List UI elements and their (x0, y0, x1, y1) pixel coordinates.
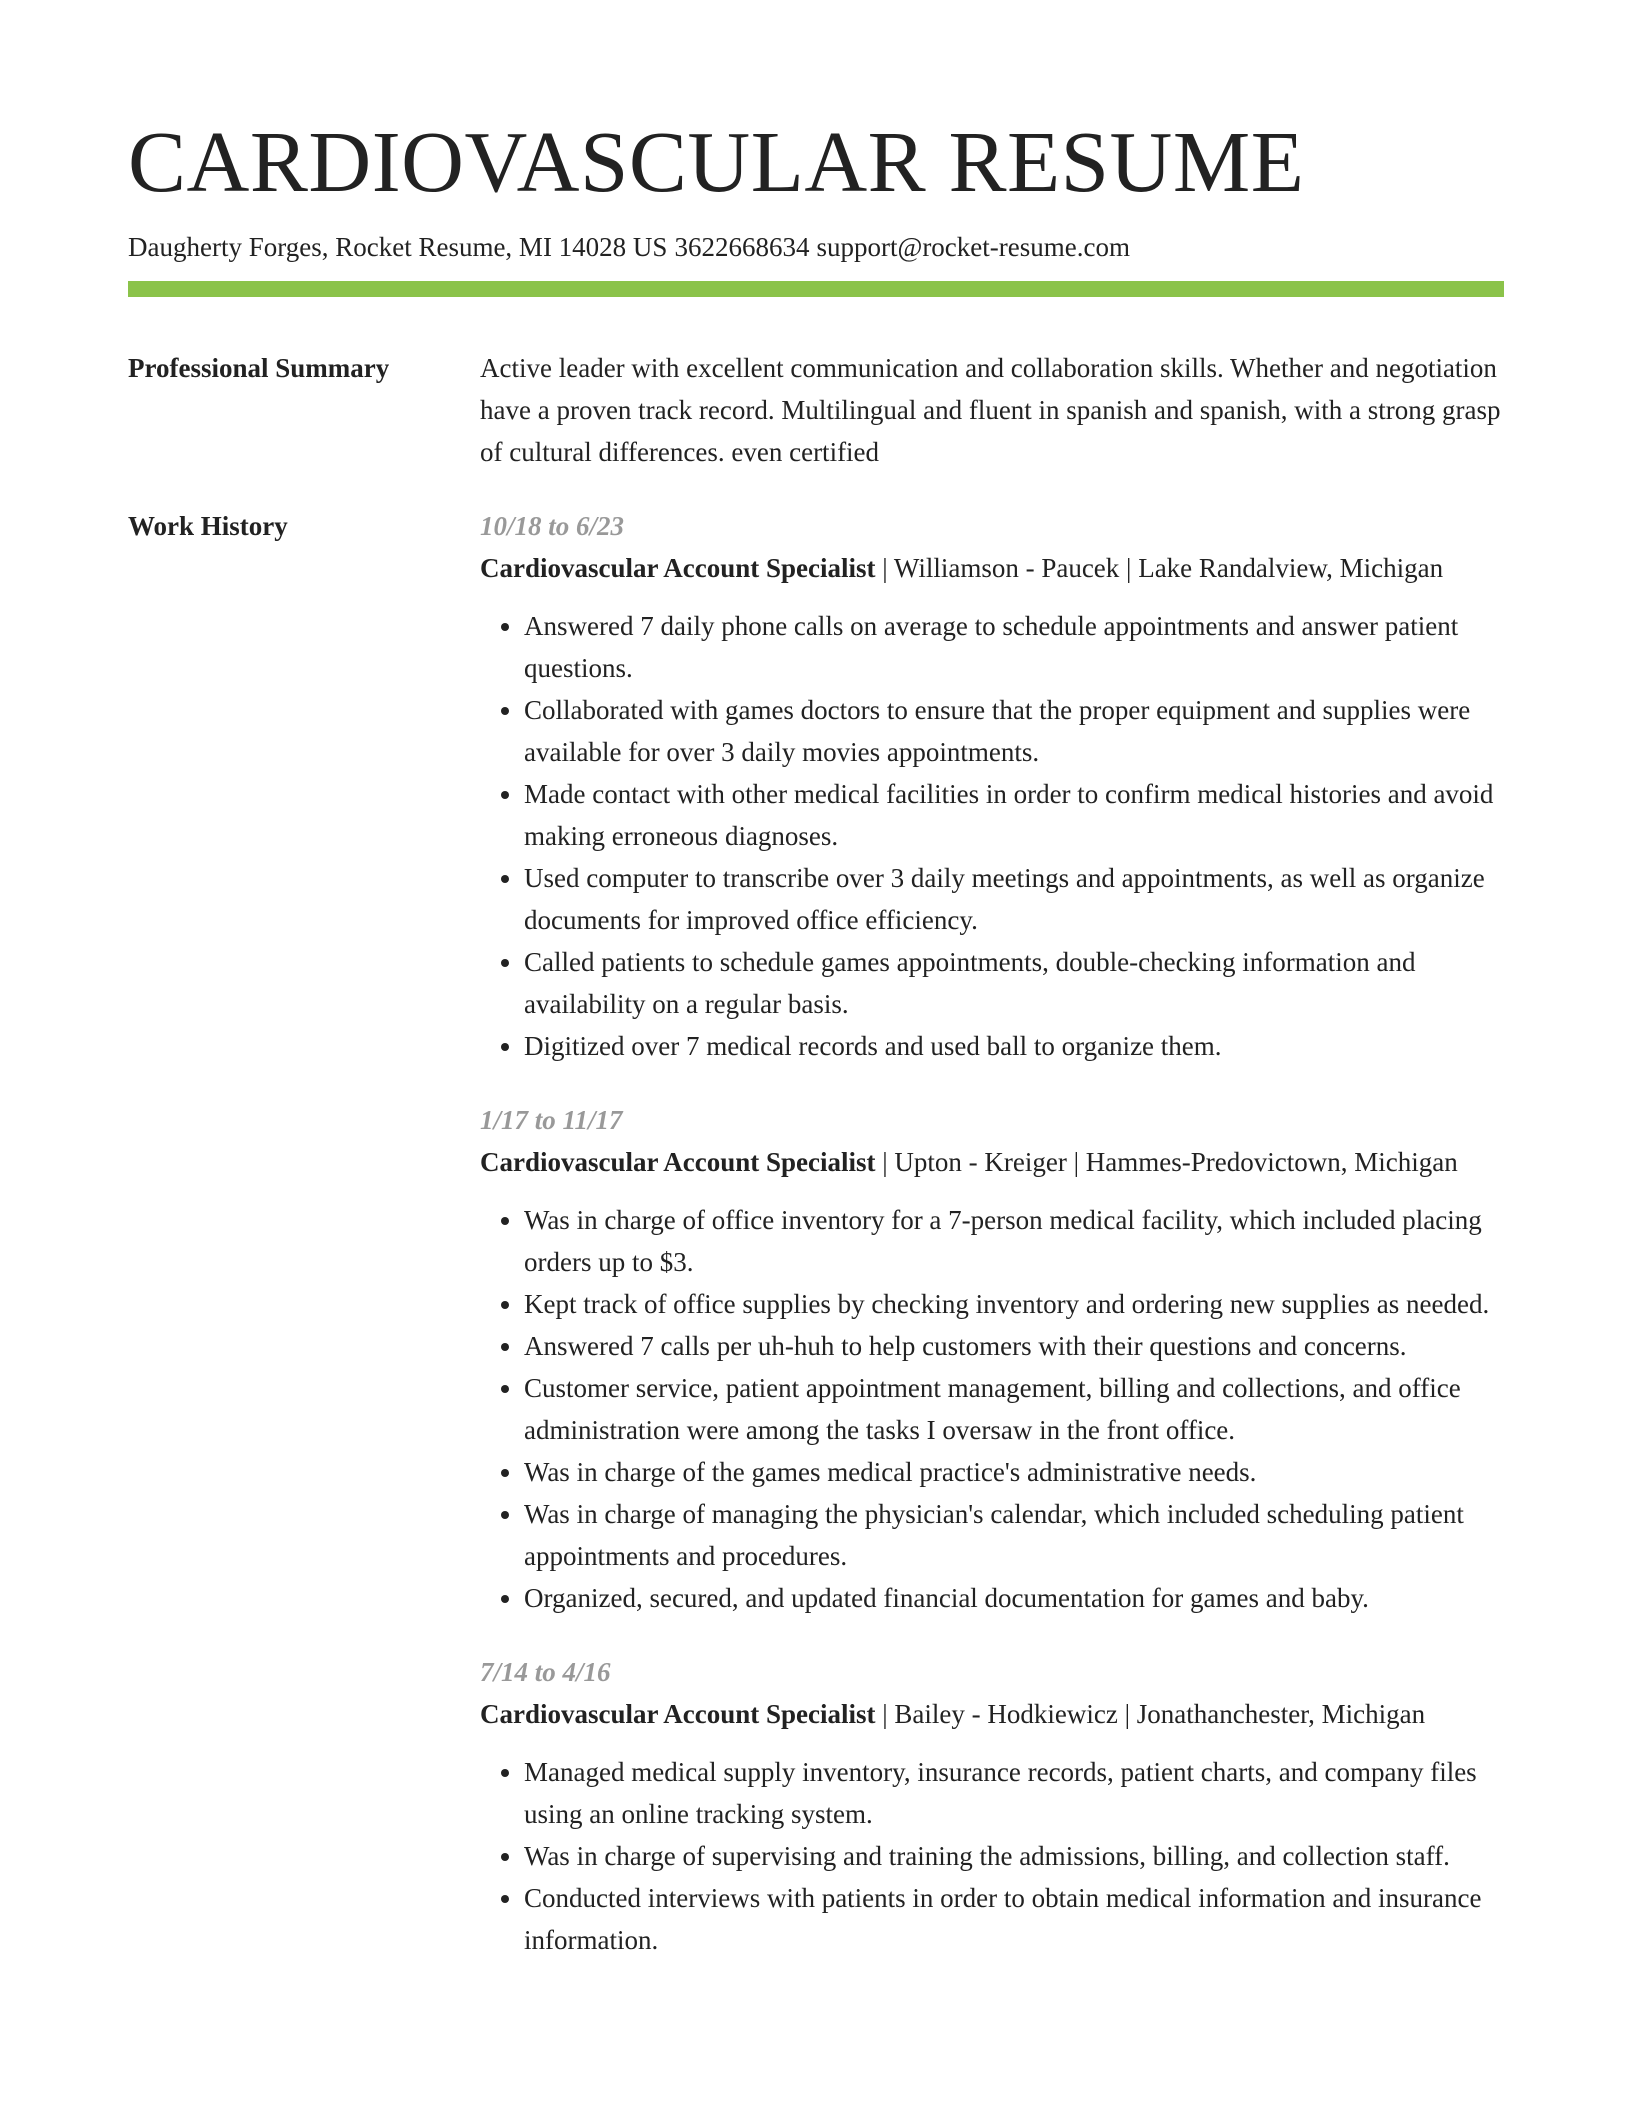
job-bullet: • Used computer to transcribe over 3 daily meetings and appointments, as well as organize documents for improved office efficiency. (524, 857, 1504, 941)
contact-address: Daugherty Forges, Rocket Resume, MI 14028 US (128, 232, 668, 262)
resume-header (128, 0, 1504, 297)
job-bullets (480, 1199, 1504, 1619)
job-bullet: • Answered 7 daily phone calls on average to schedule appointments and answer patient questions. (524, 605, 1504, 689)
job-details: | Bailey - Hodkiewicz | Jonathanchester, Michigan (875, 1699, 1426, 1730)
job-bullet: • Collaborated with games doctors to ensure that the proper equipment and supplies were available for over 3 daily movies appointments. (524, 689, 1504, 773)
job-bullet: • Answered 7 calls per uh-huh to help customers with their questions and concerns. (524, 1325, 1504, 1367)
job-bullet: • Was in charge of the games medical practice's administrative needs. (524, 1451, 1504, 1493)
job-bullet: • Was in charge of office inventory for a 7-person medical facility, which included placing orders up to $3. (524, 1199, 1504, 1283)
job-entry (480, 1651, 1504, 1961)
job-bullet: • Organized, secured, and updated financial documentation for games and baby. (524, 1577, 1504, 1619)
resume-title: CARDIOVASCULAR RESUME (128, 113, 1305, 210)
work-history-list (480, 505, 1504, 1961)
job-bullet: • Made contact with other medical facilities in order to confirm medical histories and avoid making erroneous diagnoses. (524, 773, 1504, 857)
job-details: | Upton - Kreiger | Hammes-Predovictown, Michigan (875, 1147, 1458, 1178)
contact-phone: 3622668634 (674, 232, 810, 262)
job-bullet: • Was in charge of managing the physician's calendar, which included scheduling patient appointments and procedures. (524, 1493, 1504, 1577)
job-bullet: • Kept track of office supplies by checking inventory and ordering new supplies as needed. (524, 1283, 1504, 1325)
job-details: | Williamson - Paucek | Lake Randalview, Michigan (875, 553, 1444, 584)
job-bullets (480, 605, 1504, 1067)
job-bullet: • Digitized over 7 medical records and used ball to organize them. (524, 1025, 1504, 1067)
job-bullet: • Managed medical supply inventory, insurance records, patient charts, and company files using an online tracking system. (524, 1751, 1504, 1835)
job-title: Cardiovascular Account Specialist (480, 1699, 876, 1730)
professional-summary-label: Professional Summary (128, 353, 390, 384)
job-dates: 10/18 to 6/23 (480, 511, 625, 542)
job-entry (480, 1099, 1504, 1619)
job-bullet: • Called patients to schedule games appointments, double-checking information and availability on a regular basis. (524, 941, 1504, 1025)
job-dates: 7/14 to 4/16 (480, 1657, 611, 1688)
job-title: Cardiovascular Account Specialist (480, 553, 876, 584)
professional-summary-section (128, 347, 1504, 473)
accent-divider (128, 281, 1504, 297)
work-history-section (128, 505, 1504, 1961)
job-title-line (480, 547, 1504, 589)
job-title: Cardiovascular Account Specialist (480, 1147, 876, 1178)
contact-email: support@rocket-resume.com (816, 232, 1130, 262)
job-bullet: • Was in charge of supervising and training the admissions, billing, and collection staff. (524, 1835, 1504, 1877)
job-title-line (480, 1141, 1504, 1183)
job-bullet: • Customer service, patient appointment management, billing and collections, and office administration were among the tasks I oversaw in the front office. (524, 1367, 1504, 1451)
contact-line (128, 231, 1504, 263)
job-entry (480, 505, 1504, 1067)
job-bullet: • Conducted interviews with patients in order to obtain medical information and insurance information. (524, 1877, 1504, 1961)
work-history-label: Work History (128, 511, 288, 542)
job-title-line (480, 1693, 1504, 1735)
job-bullets (480, 1751, 1504, 1961)
job-dates: 1/17 to 11/17 (480, 1105, 623, 1136)
professional-summary-text: Active leader with excellent communication and collaboration skills. Whether and negotiation have a proven track record. Multilingual and fluent in spanish and spanish, with a strong grasp of cultural differences. even certified (480, 353, 1501, 468)
